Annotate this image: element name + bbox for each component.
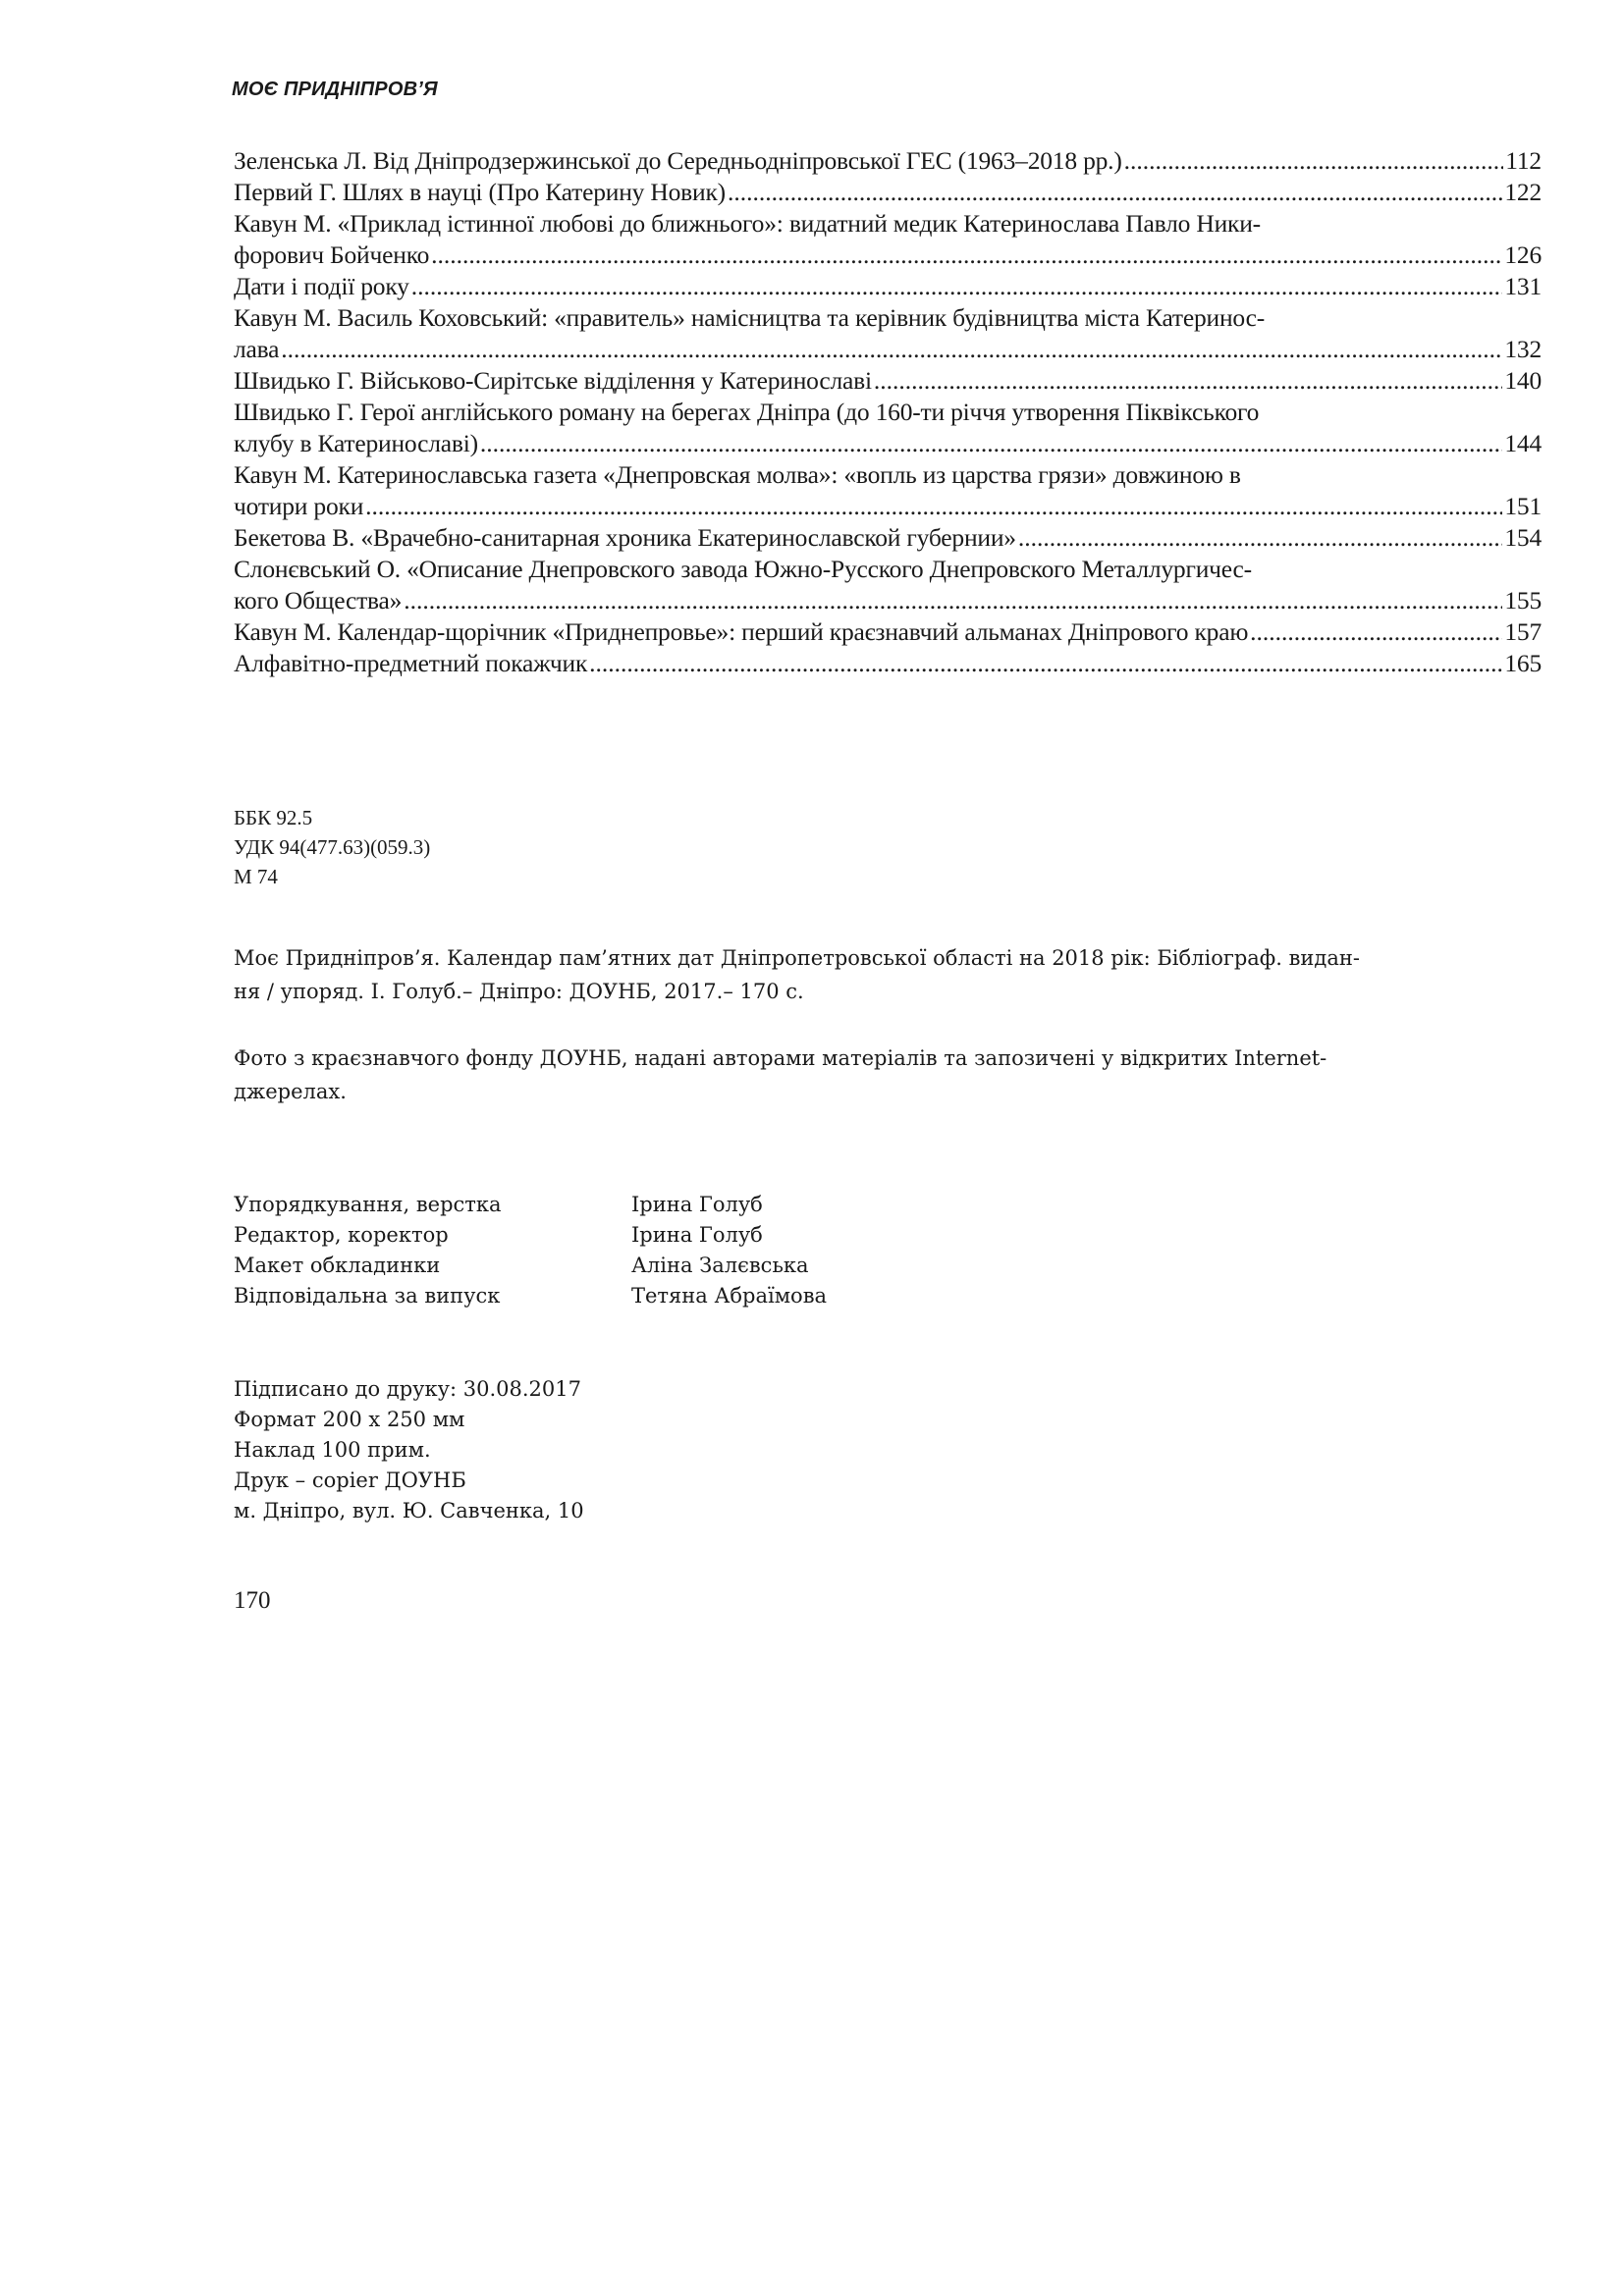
credit-row xyxy=(234,1281,827,1311)
photo-credit-line: джерелах. xyxy=(234,1080,347,1103)
photo-credit-line: Фото з краєзнавчого фонду ДОУНБ, надані авторами матеріалів та запозичені у відкритих Internet- xyxy=(234,1046,1327,1070)
citation-line: Моє Придніпров’я. Календар пам’ятних дат Дніпропетровської області на 2018 рік: Бібліограф. видан- xyxy=(234,946,1360,970)
toc-entry xyxy=(234,145,1542,177)
toc-page-number: 154 xyxy=(1504,523,1542,552)
credits-list xyxy=(234,1190,827,1311)
toc-leader-dots xyxy=(1018,522,1502,554)
toc-page-number: 140 xyxy=(1504,366,1542,395)
toc-entry-title: Зеленська Л. Від Дніпродзержинської до Середньодніпровської ГЕС (1963–2018 рр.) xyxy=(234,146,1122,175)
credit-row xyxy=(234,1251,827,1281)
toc-entry-title: Швидько Г. Герої англійського роману на берегах Дніпра (до 160-ти річчя утворення Піквікського xyxy=(234,398,1260,426)
toc-leader-dots xyxy=(365,491,1502,522)
toc-leader-dots xyxy=(411,271,1503,302)
toc-entry-title: Алфавітно-предметний покажчик xyxy=(234,649,588,677)
toc-page-number: 165 xyxy=(1504,649,1542,677)
toc-entry xyxy=(234,648,1542,679)
toc-leader-dots xyxy=(404,585,1502,616)
toc-page-number: 126 xyxy=(1504,240,1542,269)
citation-paragraph xyxy=(234,941,1412,1008)
toc-page-number: 151 xyxy=(1504,492,1542,520)
toc-page-number: 157 xyxy=(1504,617,1542,646)
bibliographic-description xyxy=(234,941,1412,1142)
toc-entry-title: Бекетова В. «Врачебно-санитарная хроника Екатеринославской губернии» xyxy=(234,523,1016,552)
toc-page-number: 155 xyxy=(1504,586,1542,614)
page-number: 170 xyxy=(234,1587,271,1614)
toc-entry-title-continued: кого Общества» xyxy=(234,586,403,614)
toc-leader-dots xyxy=(589,648,1502,679)
credit-person: Аліна Залєвська xyxy=(631,1254,809,1277)
print-run: Наклад 100 прим. xyxy=(234,1438,431,1462)
toc-page-number: 131 xyxy=(1504,272,1542,300)
classification-codes xyxy=(234,803,430,891)
credit-role: Упорядкування, верстка xyxy=(234,1193,502,1216)
toc-entry xyxy=(234,365,1542,397)
toc-leader-dots xyxy=(480,428,1502,459)
toc-entry xyxy=(234,459,1542,522)
credit-role: Відповідальна за випуск xyxy=(234,1284,501,1308)
toc-entry-title: Кавун М. Календар-щорічник «Приднепровье»: перший краєзнавчий альманах Дніпрового краю xyxy=(234,617,1249,646)
table-of-contents xyxy=(234,145,1542,679)
toc-entry xyxy=(234,302,1542,365)
toc-leader-dots xyxy=(431,240,1502,271)
toc-entry-title-continued: клубу в Катеринославі) xyxy=(234,429,478,457)
credit-row xyxy=(234,1220,827,1251)
toc-page-number: 122 xyxy=(1504,178,1542,206)
signed-to-print: Підписано до друку: 30.08.2017 xyxy=(234,1377,581,1401)
toc-entry xyxy=(234,554,1542,616)
toc-entry xyxy=(234,616,1542,648)
toc-entry-title: Слонєвський О. «Описание Днепровского завода Южно-Русского Днепровского Металлургичес- xyxy=(234,555,1252,583)
credit-person: Ірина Голуб xyxy=(631,1223,763,1247)
toc-leader-dots xyxy=(874,365,1502,397)
toc-entry xyxy=(234,271,1542,302)
toc-entry xyxy=(234,208,1542,271)
imprint-block xyxy=(234,1374,584,1526)
udk-code: УДК 94(477.63)(059.3) xyxy=(234,835,431,859)
toc-leader-dots xyxy=(281,334,1502,365)
toc-page-number: 112 xyxy=(1505,146,1542,175)
printer-info: Друк – copier ДОУНБ xyxy=(234,1468,466,1492)
toc-leader-dots xyxy=(1250,616,1502,648)
author-mark: М 74 xyxy=(234,865,278,888)
credit-row xyxy=(234,1190,827,1220)
credit-role: Редактор, коректор xyxy=(234,1223,449,1247)
credit-role: Макет обкладинки xyxy=(234,1254,441,1277)
toc-entry-title: Первий Г. Шлях в науці (Про Катерину Новик) xyxy=(234,178,726,206)
toc-entry-title: Швидько Г. Військово-Сирітське відділення у Катеринославі xyxy=(234,366,872,395)
toc-leader-dots xyxy=(728,177,1502,208)
toc-entry xyxy=(234,397,1542,459)
toc-page-number: 144 xyxy=(1504,429,1542,457)
toc-entry-title: Кавун М. Василь Коховський: «правитель» намісництва та керівник будівництва міста Катеринос- xyxy=(234,303,1266,332)
toc-entry xyxy=(234,177,1542,208)
bbk-code: ББК 92.5 xyxy=(234,806,313,829)
toc-entry-title: Кавун М. Катеринославська газета «Днепровская молва»: «вопль из царства грязи» довжиною в xyxy=(234,460,1241,489)
photo-credit-paragraph xyxy=(234,1041,1412,1108)
toc-entry-title-continued: чотири роки xyxy=(234,492,364,520)
credit-person: Тетяна Абраїмова xyxy=(631,1284,828,1308)
toc-leader-dots xyxy=(1124,145,1504,177)
toc-entry-title: Дати і події року xyxy=(234,272,409,300)
credit-person: Ірина Голуб xyxy=(631,1193,763,1216)
toc-entry-title-continued: лава xyxy=(234,335,280,363)
publisher-address: м. Дніпро, вул. Ю. Савченка, 10 xyxy=(234,1499,584,1522)
toc-entry xyxy=(234,522,1542,554)
toc-entry-title: Кавун М. «Приклад істинної любові до ближнього»: видатний медик Катеринослава Павло Ники- xyxy=(234,209,1261,238)
toc-page-number: 132 xyxy=(1504,335,1542,363)
running-header: МОЄ ПРИДНІПРОВ’Я xyxy=(232,79,438,100)
citation-line: ня / упоряд. І. Голуб.– Дніпро: ДОУНБ, 2017.– 170 с. xyxy=(234,980,804,1003)
format-info: Формат 200 х 250 мм xyxy=(234,1408,465,1431)
toc-entry-title-continued: форович Бойченко xyxy=(234,240,430,269)
